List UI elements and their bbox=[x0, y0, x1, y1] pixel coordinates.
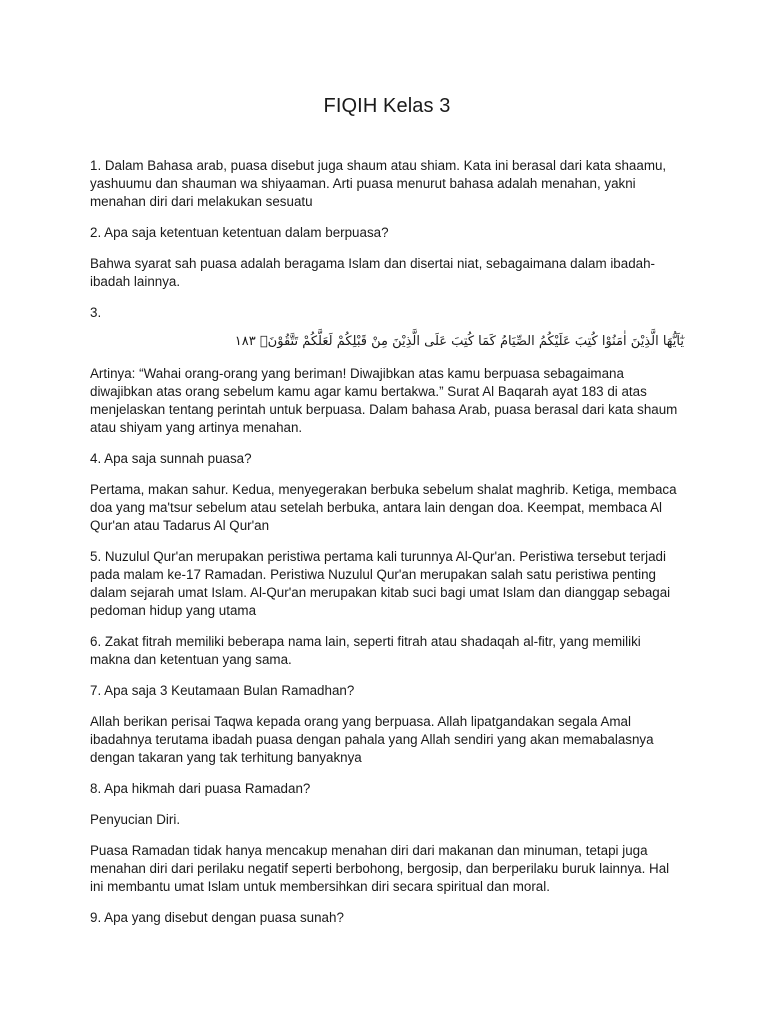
answer-4-paragraph: Pertama, makan sahur. Kedua, menyegerakan berbuka sebelum shalat maghrib. Ketiga, membaca doa yang ma'tsur sebelum atau setelah berbuka, antara lain dengan doa. Keempat, membaca Al Qur'an atau Tadarus Al Qur'an bbox=[90, 482, 677, 533]
question-8-paragraph: 8. Apa hikmah dari puasa Ramadan? bbox=[90, 781, 311, 796]
answer-7-paragraph: Allah berikan perisai Taqwa kepada orang yang berpuasa. Allah lipatgandakan segala Amal ibadahnya terutama ibadah puasa dengan pahala yang Allah sendiri yang akan memabalasnya dengan takaran yang tak terhitung banyaknya bbox=[90, 714, 654, 765]
answer-5-paragraph: 5. Nuzulul Qur'an merupakan peristiwa pertama kali turunnya Al-Qur'an. Peristiwa tersebut terjadi pada malam ke-17 Ramadan. Peristiwa Nuzulul Qur'an merupakan salah satu peristiwa penting dalam sejarah umat Islam. Al-Qur'an merupakan kitab suci bagi umat Islam dan dianggap sebagai pedoman hidup yang utama bbox=[90, 549, 671, 618]
answer-6-paragraph: 6. Zakat fitrah memiliki beberapa nama lain, seperti fitrah atau shadaqah al-fitr, yang memiliki makna dan ketentuan yang sama. bbox=[90, 634, 641, 667]
answer-2-paragraph: Bahwa syarat sah puasa adalah beragama Islam dan disertai niat, sebagaimana dalam ibadah-ibadah lainnya. bbox=[90, 256, 655, 289]
question-9-paragraph: 9. Apa yang disebut dengan puasa sunah? bbox=[90, 910, 344, 925]
question-7-paragraph: 7. Apa saja 3 Keutamaan Bulan Ramadhan? bbox=[90, 683, 355, 698]
answer-8-paragraph: Puasa Ramadan tidak hanya mencakup menahan diri dari makanan dan minuman, tetapi juga menahan diri dari perilaku negatif seperti berbohong, bergosip, dan berperilaku buruk lainnya. Hal ini membantu umat Islam untuk membersihkan diri secara spiritual dan moral. bbox=[90, 843, 670, 894]
question-2-paragraph: 2. Apa saja ketentuan ketentuan dalam berpuasa? bbox=[90, 225, 389, 240]
answer-8-heading: Penyucian Diri. bbox=[90, 812, 181, 827]
arabic-verse: يٰٓاَيُّهَا الَّذِيْنَ اٰمَنُوْا كُتِبَ عَلَيْكُمُ الصِّيَامُ كَمَا كُتِبَ عَلَى الَّذِيْنَ مِنْ قَبْلِكُمْ لَعَلَّكُمْ تَتَّقُوْنَۙ ١٨٣ bbox=[234, 334, 684, 349]
document-title: FIQIH Kelas 3 bbox=[323, 95, 451, 117]
answer-1-paragraph: 1. Dalam Bahasa arab, puasa disebut juga shaum atau shiam. Kata ini berasal dari kata shaamu, yashuumu dan shauman wa shiyaaman. Arti puasa menurut bahasa adalah menahan, yakni menahan diri dari melakukan sesuatu bbox=[90, 158, 667, 209]
item-3-number: 3. bbox=[90, 305, 102, 320]
question-4-paragraph: 4. Apa saja sunnah puasa? bbox=[90, 451, 252, 466]
verse-translation-paragraph: Artinya: “Wahai orang-orang yang beriman! Diwajibkan atas kamu berpuasa sebagaimana diwajibkan atas orang sebelum kamu agar kamu bertakwa.” Surat Al Baqarah ayat 183 di atas menjelaskan tentang perintah untuk berpuasa. Dalam bahasa Arab, puasa berasal dari kata shaum atau shiyam yang artinya menahan. bbox=[90, 366, 678, 435]
document-body bbox=[90, 157, 684, 927]
